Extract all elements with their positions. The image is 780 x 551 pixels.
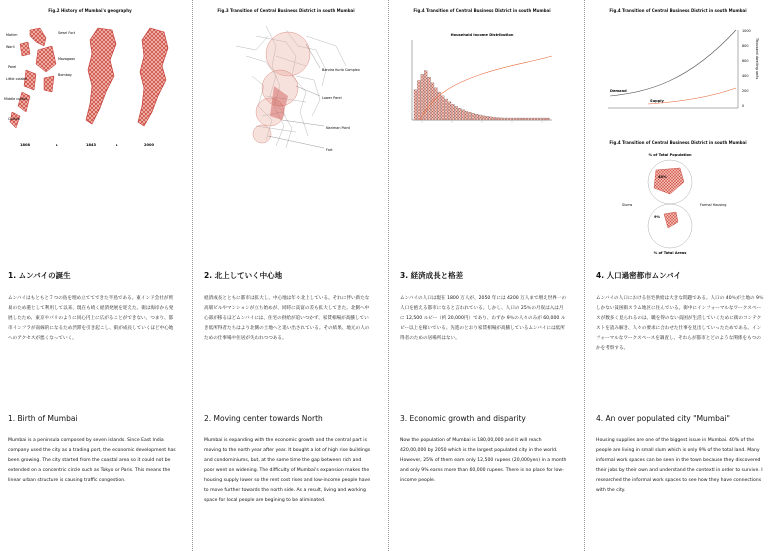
column-birth-of-mumbai	[0, 0, 180, 551]
histogram-bar	[482, 116, 485, 120]
y-tick-label: 600	[742, 59, 749, 63]
map-label: Mahim	[6, 33, 18, 37]
histogram-bar	[533, 118, 536, 120]
figure-title: Fig.2 History of Mumbai's geography	[48, 8, 132, 13]
section-body-jp: ムンバイの人口は現在 1800 万人が、2050 年には 4200 万人まで増え世界一の人口を抱える都市になると言われている。しかし、人口の 25％の月収は入は月に 12,500 ルピー（約 20,000円）であり、わずか 9％の人々のみが 60,000 ルピー以上を稼いでいる。先進のとおり家賃相場が高騰しているムンバイには低所得者のための居場所はない。	[400, 296, 567, 341]
map-label: Mazagaon	[58, 57, 76, 61]
section-body-en: Now the population of Mumbai is 180,00,000 and it will reach 420,00,000 by 2050 which is the largest populated city in the world. However, 25% of them earn only 12,500 rupees (20,000yen) in a month and only 9% earns more than 60,000 rupees. There is no place for low-income people.	[400, 438, 567, 483]
histogram-bar	[523, 118, 526, 120]
map-1843	[86, 28, 116, 124]
callout-label: Fort	[326, 148, 333, 152]
year-label: 2000	[144, 143, 155, 147]
histogram-bar	[516, 118, 519, 120]
venn-label-left: Slums	[622, 203, 633, 207]
map-1808	[4, 28, 76, 128]
y-tick-label: 200	[742, 89, 749, 93]
histogram-bar	[455, 106, 458, 120]
figure-title: Fig.4 Transition of Central Business District in south Mumbai	[609, 8, 747, 13]
figure-title-2: Fig.4 Transition of Central Business District in south Mumbai	[609, 140, 747, 145]
column-divider	[584, 0, 585, 551]
histogram-bar	[448, 102, 451, 120]
histogram-bar	[451, 104, 454, 120]
column-divider	[388, 0, 389, 551]
section-heading-jp: 2. 北上していく中心地	[204, 271, 283, 280]
histogram-bar	[492, 117, 495, 120]
cbd-circles	[253, 32, 310, 143]
histogram-bar	[509, 118, 512, 120]
arrow-glyph: ▸	[116, 143, 118, 147]
slum-venn-figure	[588, 148, 768, 258]
y-tick-label: 1000	[742, 29, 751, 33]
y-axis-label: Thousand dwelling units	[755, 38, 759, 80]
section-body-jp: 経済成長とともに都市は拡大し、中心地は年々北上している。それに伴い新たな高層ビルやマンションが立ち始めが、同時に貧富の差も拡大してきた。北側へ中心部が移るほどムンバイには、住宅の供給が追いつかず、家賃相場が高騰していき低所得者たちはより北側の土地へと追い出されている。その結果、地元の人のための仕事場や住居が失われつつある。	[204, 296, 370, 341]
histogram-bar	[513, 118, 516, 120]
histogram-bar	[468, 112, 471, 120]
histogram-bar	[462, 110, 465, 120]
histogram-bar	[526, 118, 529, 120]
section-heading-en: 4. An over populated city "Mumbai"	[596, 414, 731, 423]
column-economic-growth	[392, 0, 572, 551]
y-tick-label: 0	[742, 104, 745, 108]
section-body-en: Mumbai is expanding with the economic growth and the central part is moving to the north year after year. It bought a lot of high rise buildings and condominiums, but, at the same time the gap between rich and poor went on widening. The difficulty of Mumbai's expansion makes the housing supply lower so the rent cost rises and low-income people have to move further towards the north side. As a result, living and working space for local people are begining to be aliminated.	[204, 438, 371, 503]
column-overpopulated	[588, 0, 768, 551]
geography-maps-figure	[0, 20, 180, 150]
arrow-glyph: ▸	[56, 143, 58, 147]
histogram-bar	[485, 116, 488, 120]
histogram-bars	[414, 70, 550, 120]
column-divider	[192, 0, 193, 551]
callout-label: Bandra Kurla Complex	[322, 68, 360, 72]
histogram-bar	[414, 90, 417, 120]
histogram-bar	[475, 114, 478, 120]
section-body-en: Housing supplies are one of the biggest issue in Mumbai. 40% of the people are living in small slum which is only 9% of the total land. Many informal work spaces can be seen in the town because they discovered their jobs by their own and understand the contextl in order to survive. I researched the informal work spaces to see how they have connections with the city.	[596, 438, 763, 493]
map-label: Little colaba	[6, 77, 27, 81]
year-label: 1808	[20, 143, 31, 147]
supply-label: Supply	[650, 99, 664, 103]
year-label: 1843	[86, 143, 97, 147]
map-label: Parel	[8, 65, 17, 69]
section-heading-en: 2. Moving center towards North	[204, 414, 323, 423]
venn-pct-bottom: 9%	[654, 215, 661, 219]
histogram-bar	[431, 83, 434, 120]
demand-label: Demand	[610, 89, 627, 93]
section-body-jp: ムンバイの人口における住宅供給は大きな問題である。人口の 40％が土地の 9％ しかない貧困街スラム地区に住んでいる。街中にインフォーマルなワークスペースが数多く見られるのは、職を得のない貧困が生活していくために街のコンテクストを読み解き、人々の要求に合わせた仕事を見出していったためである。インフォーマルなワークスペースを調査し、それらが都市とどのような関係をもつのかを考察する。	[596, 296, 764, 351]
figure-title: Fig.3 Transition of Central Business District in south Mumbai	[217, 8, 355, 13]
y-ticks	[742, 29, 751, 108]
histogram-bar	[496, 118, 499, 120]
income-distribution-chart	[392, 26, 572, 146]
section-heading-jp: 4. 人口過密都市ムンバイ	[596, 271, 682, 280]
histogram-bar	[502, 118, 505, 120]
cbd-map-figure	[196, 16, 376, 166]
histogram-bar	[547, 118, 550, 120]
x-ticks	[422, 120, 542, 123]
map-label: Colaba	[8, 117, 20, 121]
histogram-bar	[540, 118, 543, 120]
histogram-bar	[421, 74, 424, 120]
histogram-bar	[499, 118, 502, 120]
figure-title: Fig.4 Transition of Central Business District in south Mumbai	[413, 8, 551, 13]
section-body-jp: ムンバイはもともと７つの島を埋め立ててできた半島である。東インド会社が貿易のため港として利用して以来、現在も続く経済発展を迎えた。街は海岸から発展したため、東京やパリのように同心円上に広がることができない。つまり、都市インフラが南線的になるため渋滞を引き起こし、街が成長していくほど中心地へのアクセスが悪くなっていく。	[8, 296, 174, 341]
chart-title: Household Income Distribution	[450, 33, 514, 37]
histogram-bar	[519, 118, 522, 120]
histogram-bar	[489, 117, 492, 120]
callout-label: Nariman Point	[326, 126, 350, 130]
map-label: Middle colaba	[4, 97, 28, 101]
histogram-bar	[434, 88, 437, 120]
histogram-bar	[424, 70, 427, 120]
y-tick-label: 800	[742, 44, 749, 48]
histogram-bar	[441, 96, 444, 120]
histogram-bar	[472, 113, 475, 120]
section-body-en: Mumbai is a peninsula composed by seven islands. Since East India company used the city as a trading port, the economic development has been growing. The city started from the coastal area so it could not be extended on a concentric circle such as Tokyo or Paris. This means the linear urban structure is causing traffic congestion.	[8, 438, 176, 483]
histogram-bar	[530, 118, 533, 120]
map-label: Worli	[6, 45, 15, 49]
housing-demand-chart	[588, 18, 768, 118]
histogram-bar	[543, 118, 546, 120]
population-share	[654, 168, 684, 194]
histogram-bar	[445, 99, 448, 120]
section-heading-jp: 3. 経済成長と格差	[400, 271, 464, 280]
histogram-bar	[417, 80, 420, 120]
venn-pct-top: 40%	[658, 175, 667, 179]
venn-label-bottom: % of Total Areas	[653, 251, 687, 255]
histogram-bar	[506, 118, 509, 120]
area-share	[664, 212, 678, 228]
section-heading-en: 1. Birth of Mumbai	[8, 414, 78, 423]
map-2000	[138, 28, 168, 126]
map-label: Sewri Fort	[58, 31, 76, 35]
venn-label-right: Formal Housing	[700, 203, 727, 207]
demand-line	[610, 30, 736, 96]
callout-label: Lower Parel	[322, 96, 342, 100]
histogram-bar	[458, 108, 461, 120]
map-label: Bombay	[58, 73, 72, 77]
y-tick-label: 400	[742, 74, 749, 78]
section-heading-jp: 1. ムンバイの誕生	[8, 271, 71, 280]
histogram-bar	[536, 118, 539, 120]
venn-label-top: % of Total Population	[648, 153, 692, 157]
histogram-bar	[428, 77, 431, 120]
column-moving-center	[196, 0, 376, 551]
histogram-bar	[465, 111, 468, 120]
histogram-bar	[479, 115, 482, 120]
section-heading-en: 3. Economic growth and disparity	[400, 414, 526, 423]
